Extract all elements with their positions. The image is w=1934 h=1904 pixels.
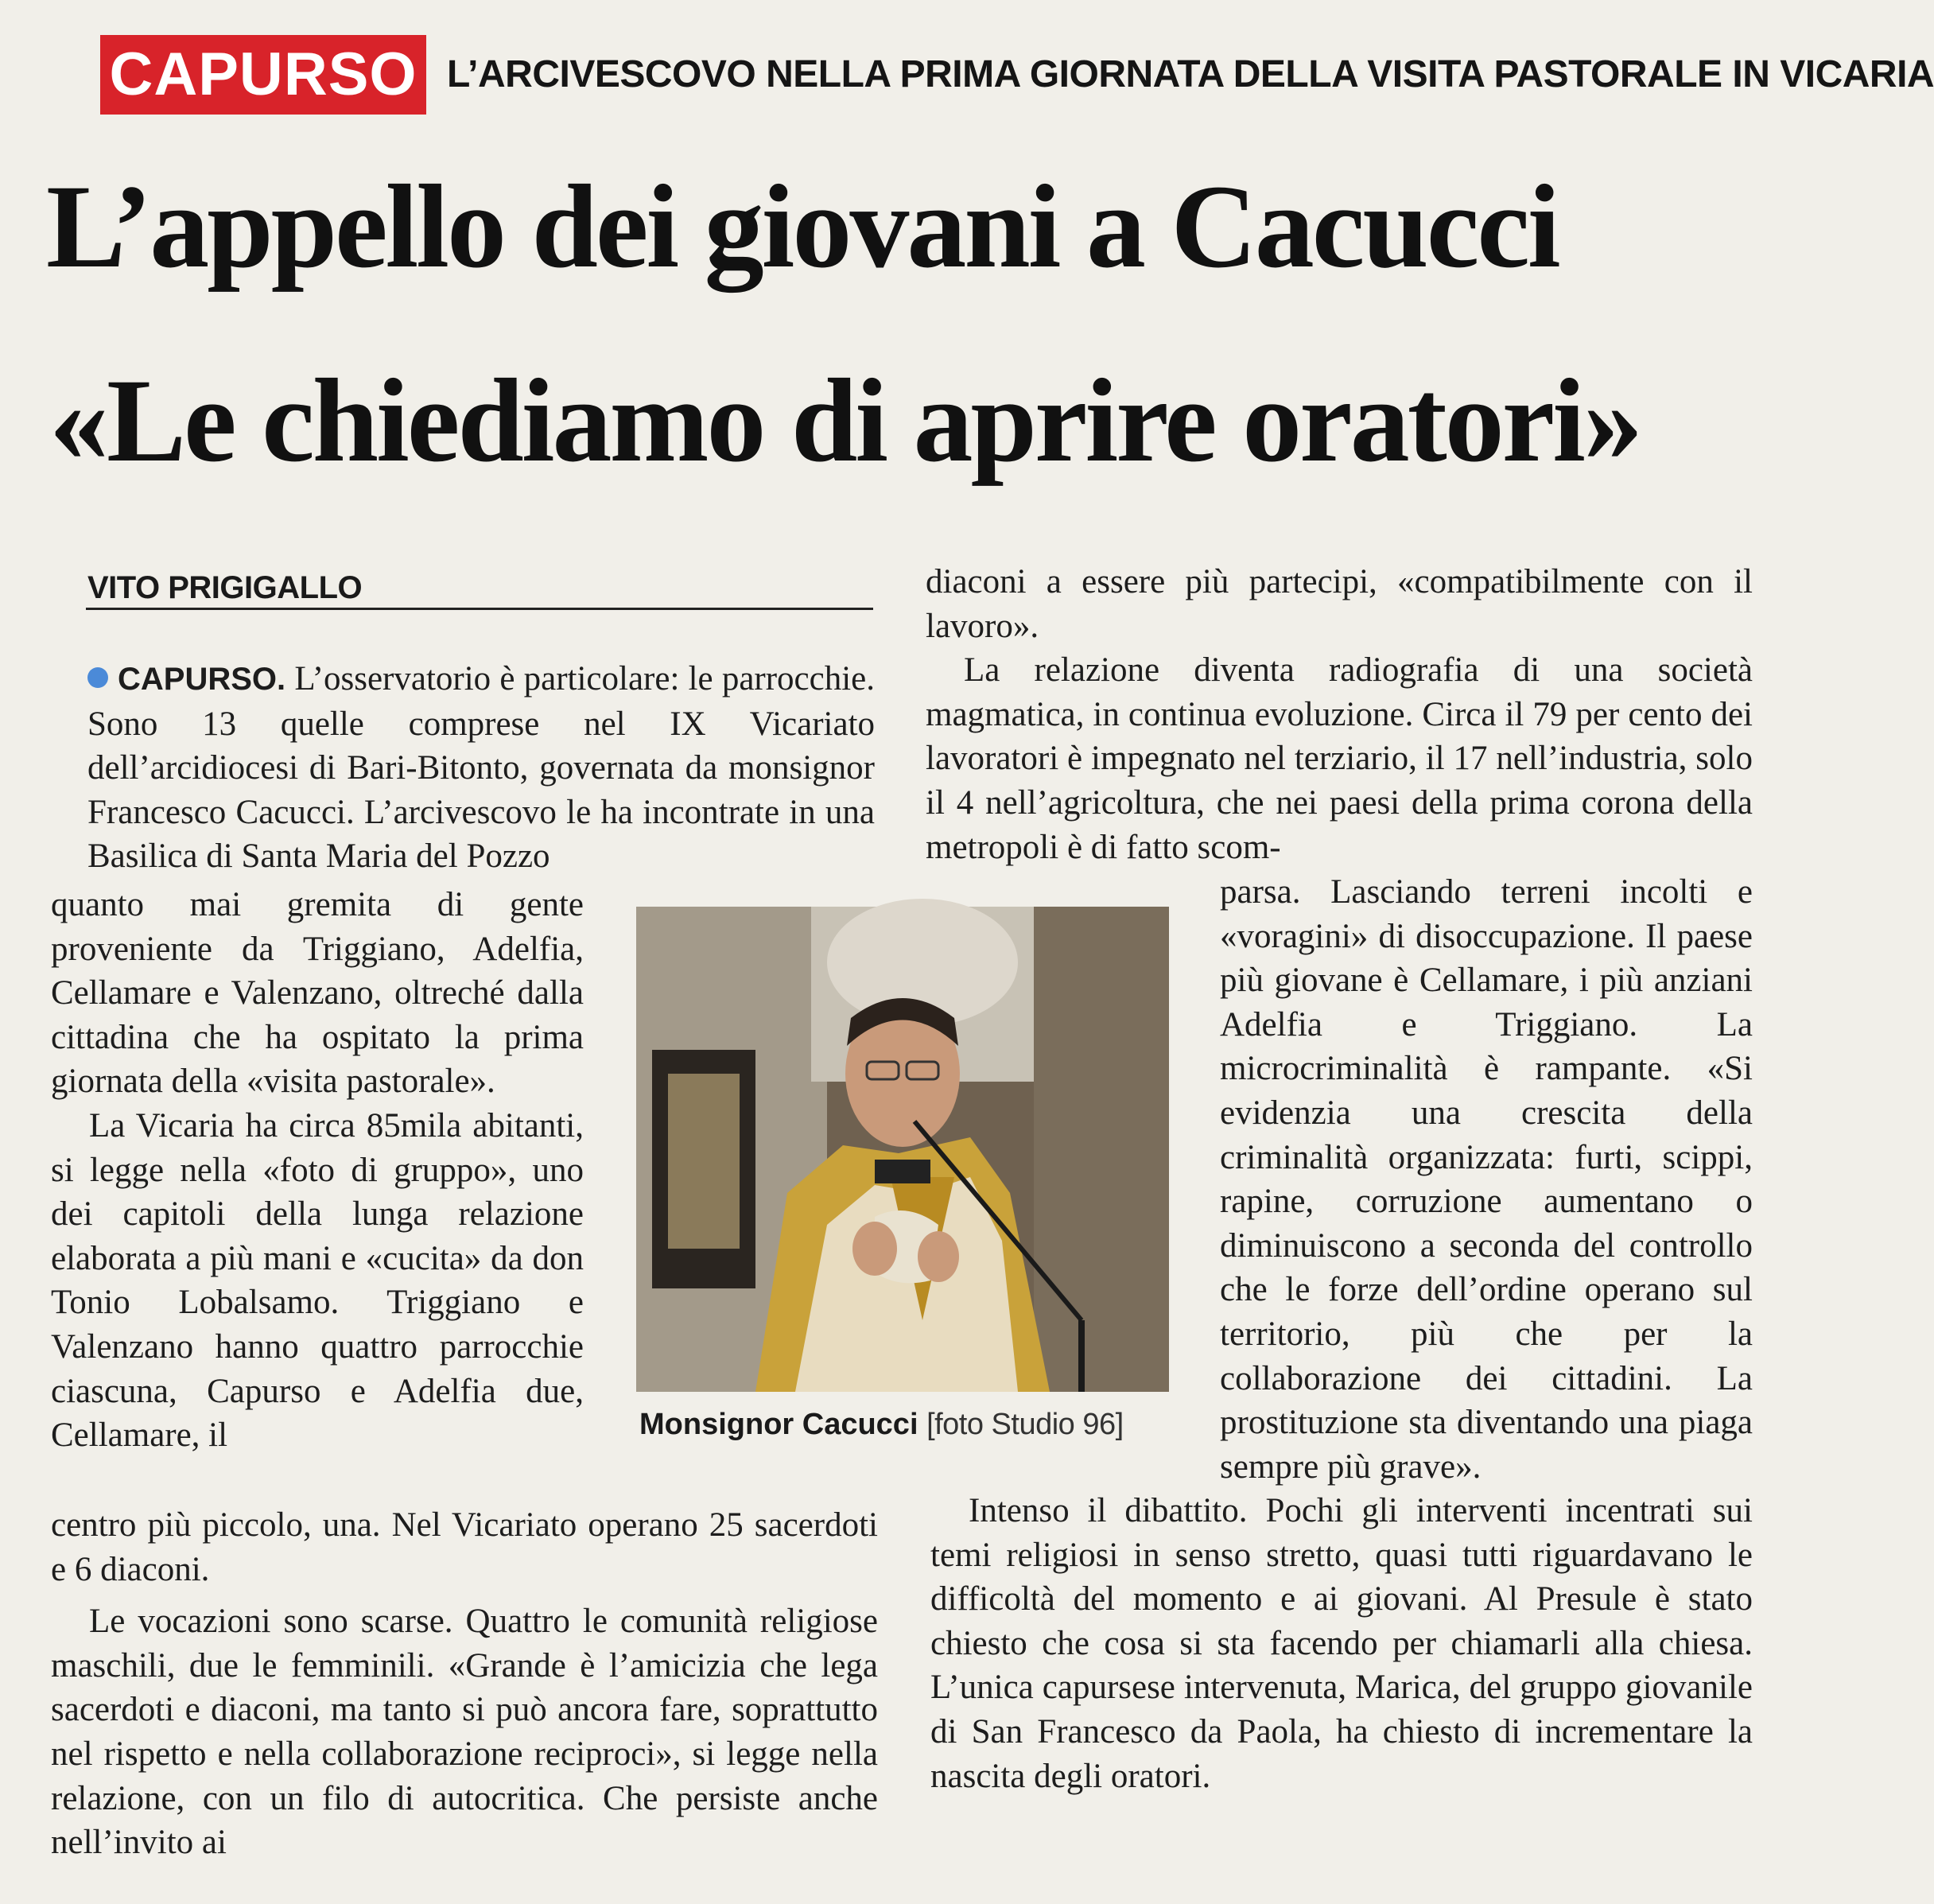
paragraph-1b: quanto mai gremita di gente proveniente da Triggiano, Adelfia, Cellamare e Valenzano, oltreché dalla cittadina che ha ospitato la prima giornata della «visita pastorale». <box>51 886 584 1101</box>
headline-line-2: «Le chiediamo di aprire oratori» <box>49 355 1641 487</box>
article-col1-top <box>87 657 875 879</box>
paragraph-2b: centro più piccolo, una. Nel Vicariato operano 25 sacerdoti e 6 diaconi. <box>51 1506 878 1588</box>
article-col1-narrow <box>51 883 584 1458</box>
caption-name: Monsignor Cacucci <box>639 1408 918 1441</box>
section-tag: CAPURSO <box>100 35 426 115</box>
caption-credit: [foto Studio 96] <box>926 1408 1124 1441</box>
kicker-text: L’ARCIVESCOVO NELLA PRIMA GIORNATA DELLA VISITA PASTORALE IN VICARIA <box>447 53 1934 95</box>
lead-place: CAPURSO. <box>118 662 286 697</box>
article-col2-top <box>926 560 1753 869</box>
article-col2-bottom <box>930 1489 1753 1798</box>
headline-line-1: L’appello dei giovani a Cacucci <box>46 161 1559 293</box>
col2-paragraph-2b: parsa. Lasciando terreni incolti e «voragini» di disoccupazione. Il paese più giovane è Cellamare, i più anziani Adelfia e Triggiano. La microcriminalità è rampante. «Si evidenzia una crescita della criminalità organizzata: furti, scippi, rapine, corruzione aumentano o diminuiscono a seconda del controllo che le forze dell’ordine operano sul territorio, più che per la collaborazione dei cittadini. La prostituzione sta diventando una piaga sempre più grave». <box>1220 873 1753 1486</box>
byline-rule <box>86 608 873 610</box>
byline: VITO PRIGIGALLO <box>87 570 363 605</box>
kicker-bar <box>100 35 1934 115</box>
photo-monsignor <box>636 907 1169 1392</box>
paragraph-3: Le vocazioni sono scarse. Quattro le comunità religiose maschili, due le femminili. «Grande è l’amicizia che lega sacerdoti e diaconi, ma tanto si può ancora fare, soprattutto nel rispetto e nella collaborazione reciproci», si legge nella relazione, con un filo di autocritica. Che persiste anche nell’invito ai <box>51 1603 878 1862</box>
paragraph-2: La Vicaria ha circa 85mila abitanti, si legge nella «foto di gruppo», uno dei capitoli della lunga relazione elaborata a più mani e «cucita» da don Tonio Lobalsamo. Triggiano e Valenzano hanno quattro parrocchie ciascuna, Capurso e Adelfia due, Cellamare, il <box>51 1106 584 1455</box>
photo-caption <box>639 1405 1124 1444</box>
bullet-dot-icon <box>87 667 108 688</box>
article-col2-narrow <box>1220 870 1753 1489</box>
article-col1-bottom <box>51 1503 878 1865</box>
col2-paragraph-3: Intenso il dibattito. Pochi gli interventi incentrati sui temi religiosi in senso stretto, quasi tutti riguardavano le difficoltà del momento e ai giovani. Al Presule è stato chiesto che cosa si sta facendo per chiamarli alla chiesa. L’unica capursese intervenuta, Marica, del gruppo giovanile di San Francesco da Paola, ha chiesto di incrementare la nascita degli oratori. <box>930 1492 1753 1795</box>
bleed-through-right <box>1750 0 1785 1904</box>
col2-paragraph-1: diaconi a essere più partecipi, «compatibilmente con il lavoro». <box>926 563 1753 645</box>
col2-paragraph-2a: La relazione diventa radiografia di una società magmatica, in continua evoluzione. Circa il 79 per cento dei lavoratori è impegnato nel terziario, il 17 nell’industria, solo il 4 nell’agricoltura, che nei paesi della prima corona della metropoli è di fatto scom- <box>926 651 1753 866</box>
paragraph-1a: L’osservatorio è particolare: le parrocchie. Sono 13 quelle comprese nel IX Vicariato dell’arcidiocesi di Bari-Bitonto, governata da monsignor Francesco Cacucci. L’arcivescovo le ha incontrate in una Basilica di Santa Maria del Pozzo <box>87 660 876 876</box>
priest-photo-illustration <box>636 907 1169 1392</box>
